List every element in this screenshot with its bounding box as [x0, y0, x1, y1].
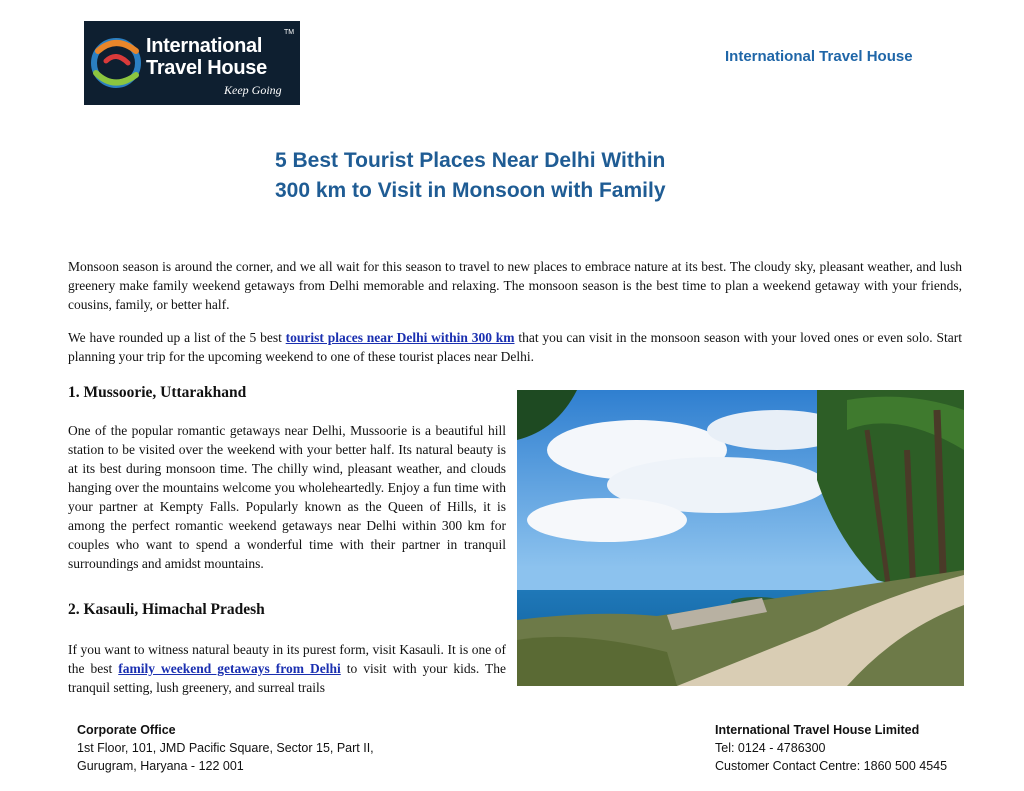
tourist-places-link[interactable]: tourist places near Delhi within 300 km [285, 330, 515, 345]
logo-tagline: Keep Going [224, 83, 282, 97]
logo-text-line2: Travel House [146, 57, 267, 79]
kasauli-text-after: to visit with your kids. The tranquil setting, lush greenery, and surreal trails [68, 661, 506, 695]
list-intro-text-after: that you can visit in the monsoon season with your loved ones or even solo. Start planning your trip for the upcoming weekend to one of these tourist places near Delhi. [68, 330, 962, 364]
section-text-kasauli [68, 640, 506, 697]
section-heading-mussoorie: 1. Mussoorie, Uttarakhand [68, 384, 247, 401]
company-logo [84, 21, 300, 105]
article-title-line1: 5 Best Tourist Places Near Delhi Within [275, 149, 666, 172]
footer-right-heading: International Travel House Limited [715, 723, 920, 737]
coastal-path-photo [517, 390, 964, 686]
section-text-mussoorie: One of the popular romantic getaways near Delhi, Mussoorie is a beautiful hill station to be visited over the weekend with your better half. Its natural beauty is at its best during monsoon time. The chilly wind, pleasant weather, and clouds hanging over the mountains welcome you wholeheartedly. Enjoy a fun time with your partner at Kempty Falls. Popularly known as the Queen of Hills, it is among the perfect romantic weekend getaways near Delhi within 300 km for couples who want to spend a wonderful time with their partner in tranquil surroundings and amidst mountains. [68, 423, 506, 571]
kasauli-text-before: If you want to witness natural beauty in its purest form, visit Kasauli. It is one of the best [68, 642, 506, 676]
section-heading-kasauli: 2. Kasauli, Himachal Pradesh [68, 601, 265, 618]
header-company-name: International Travel House [725, 48, 913, 65]
article-title-line2: 300 km to Visit in Monsoon with Family [275, 179, 666, 202]
logo-trademark: TM [284, 29, 295, 36]
footer-left-address-line1: 1st Floor, 101, JMD Pacific Square, Sector 15, Part II, [77, 741, 374, 755]
family-getaways-link[interactable]: family weekend getaways from Delhi [118, 661, 341, 676]
footer-left-address-line2: Gurugram, Haryana - 122 001 [77, 759, 244, 773]
footer-contact-centre: Customer Contact Centre: 1860 500 4545 [715, 759, 948, 773]
article-title [275, 146, 795, 206]
intro-paragraph: Monsoon season is around the corner, and we all wait for this season to travel to new places to embrace nature at its best. The cloudy sky, pleasant weather, and lush greenery make family weekend getaways from Delhi memorable and relaxing. The monsoon season is the best time to plan a weekend getaway with your friends, cousins, family, or better half. [68, 259, 962, 312]
footer-company-contact [715, 721, 947, 775]
list-intro-paragraph [68, 328, 962, 366]
footer-phone: Tel: 0124 - 4786300 [715, 741, 826, 755]
logo-text-line1: International [146, 35, 263, 57]
footer-corporate-office [77, 721, 374, 775]
footer-left-heading: Corporate Office [77, 723, 176, 737]
list-intro-text-before: We have rounded up a list of the 5 best [68, 330, 286, 345]
